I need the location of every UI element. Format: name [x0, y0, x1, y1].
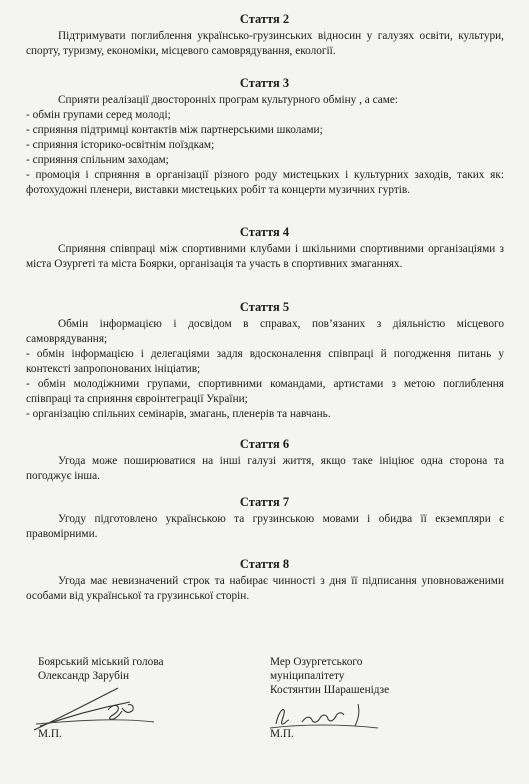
article-5-intro: Обмін інформацією і досвідом в справах, пов’язаних з діяльністю місцевого самоврядування; — [26, 318, 504, 345]
article-4-text: Сприяння співпраці між спортивними клубами і шкільними спортивними організаціями з міста Озургеті та міста Боярки, організація та участь в спортивних змаганнях. — [26, 243, 504, 270]
left-signatory-title: Боярський міський голова — [38, 656, 164, 668]
right-seal-mark: М.П. — [270, 728, 294, 740]
right-signatory-name: Костянтин Шарашенідзе — [270, 684, 390, 696]
article-5-heading: Стаття 5 — [239, 300, 290, 314]
left-seal-mark: М.П. — [38, 728, 62, 740]
article-5-item: - обмін інформацією і делегаціями задля вдосконалення співпраці й погодження питань у контексті запропонованих ініціатив; — [26, 348, 504, 375]
right-signatory-title-2: муніципалітету — [270, 670, 345, 682]
article-3-intro: Сприяти реалізації двосторонніх програм культурного обміну , а саме: — [58, 94, 399, 106]
left-signatory-name: Олександр Зарубін — [38, 670, 130, 682]
article-6-text: Угода може поширюватися на інші галузі життя, якщо таке ініціює одна сторона та погоджує інша. — [26, 455, 504, 482]
article-2-heading: Стаття 2 — [239, 12, 290, 26]
article-3-item: - обмін групами серед молоді; — [26, 109, 171, 121]
article-3-heading: Стаття 3 — [239, 76, 290, 90]
article-5-item: - організацію спільних семінарів, змагань, пленерів та навчань. — [26, 408, 331, 420]
article-3-item: - сприяння історико-освітнім поїздкам; — [26, 139, 215, 151]
article-3-item: - сприяння спільним заходам; — [26, 154, 169, 166]
article-5-item: - обмін молодіжними групами, спортивними командами, артистами з метою поглиблення співпраці та сприяння євроінтеграції України; — [26, 378, 504, 405]
article-2-text: Підтримувати поглиблення українсько-грузинських відносин у галузях освіти, культури, спорту, туризму, економіки, місцевого самоврядування, екології. — [26, 30, 504, 57]
article-8-heading: Стаття 8 — [239, 557, 290, 571]
article-3-item: - промоція і сприяння в організації різного роду мистецьких і культурних заходів, таких як: фотохудожні пленери, виставки мистецьких робіт та концерти музичних гуртів. — [26, 169, 504, 196]
article-4-heading: Стаття 4 — [239, 225, 290, 239]
article-3-item: - сприяння підтримці контактів між партнерськими школами; — [26, 124, 323, 136]
right-signatory-title: Мер Озургетського — [270, 656, 363, 668]
article-7-heading: Стаття 7 — [239, 495, 290, 509]
article-7-text: Угоду підготовлено українською та грузинською мовами і обидва її екземпляри є правомірними. — [26, 513, 504, 540]
article-6-heading: Стаття 6 — [239, 437, 290, 451]
article-8-text: Угода має невизначений строк та набирає чинності з дня її підписання уповноваженими особами від української та грузинської сторін. — [26, 575, 504, 602]
